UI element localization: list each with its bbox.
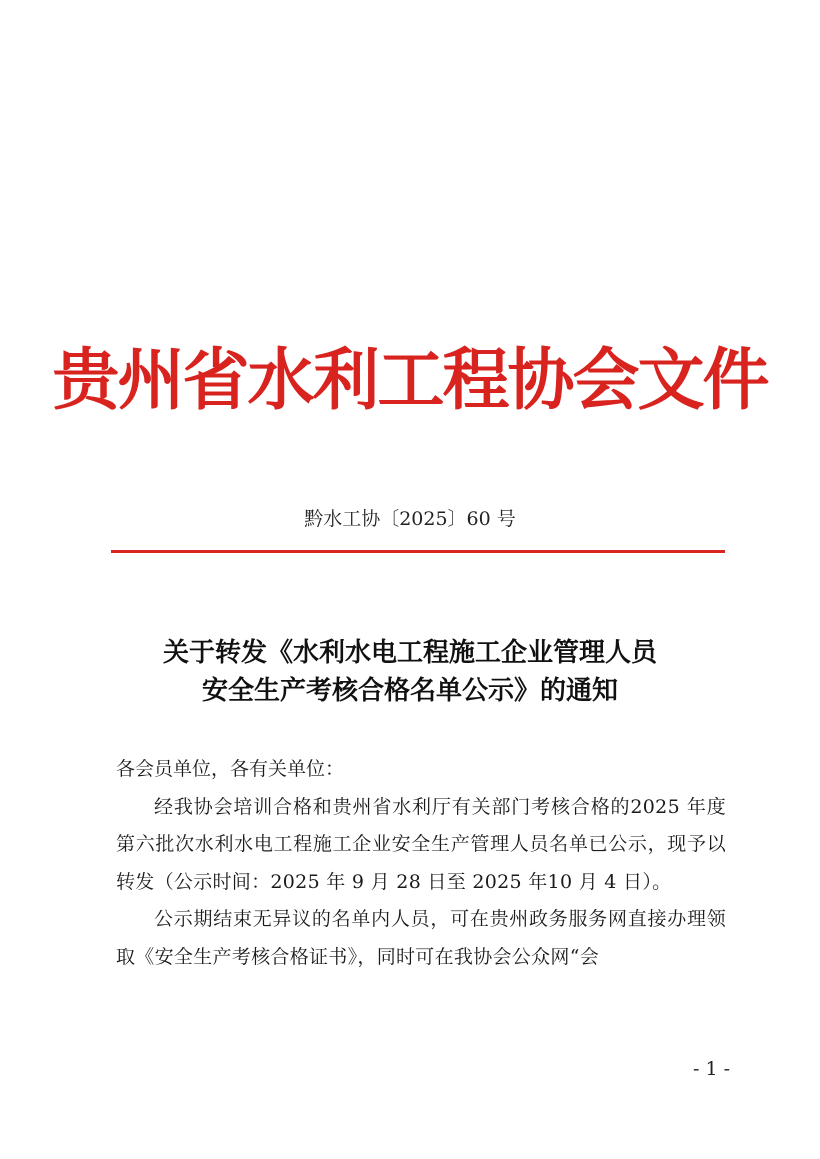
document-number: 黔水工协〔2025〕60 号 [304,508,516,530]
body-paragraph-2: 公示期结束无异议的名单内人员，可在贵州政务服务网直接办理领取《安全生产考核合格证书》，同时可在我协会公众网“会 [116,908,726,968]
page-number: - 1 - [692,1058,730,1080]
notice-title-line-2: 安全生产考核合格名单公示》的通知 [201,676,618,706]
notice-title-line-1: 关于转发《水利水电工程施工企业管理人员 [162,638,657,668]
salutation: 各会员单位，各有关单位： [116,758,345,780]
notice-body [116,751,726,976]
body-paragraph-1: 经我协会培训合格和贵州省水利厅有关部门考核合格的2025 年度第六批次水利水电工程施工企业安全生产管理人员名单已公示，现予以转发（公示时间：2025 年 9 月 28 日至 2025 年10 月 4 日）。 [116,795,726,893]
organization-header-title: 贵州省水利工程协会文件 [52,340,768,419]
notice-title [0,634,820,710]
red-divider-line [111,550,725,553]
